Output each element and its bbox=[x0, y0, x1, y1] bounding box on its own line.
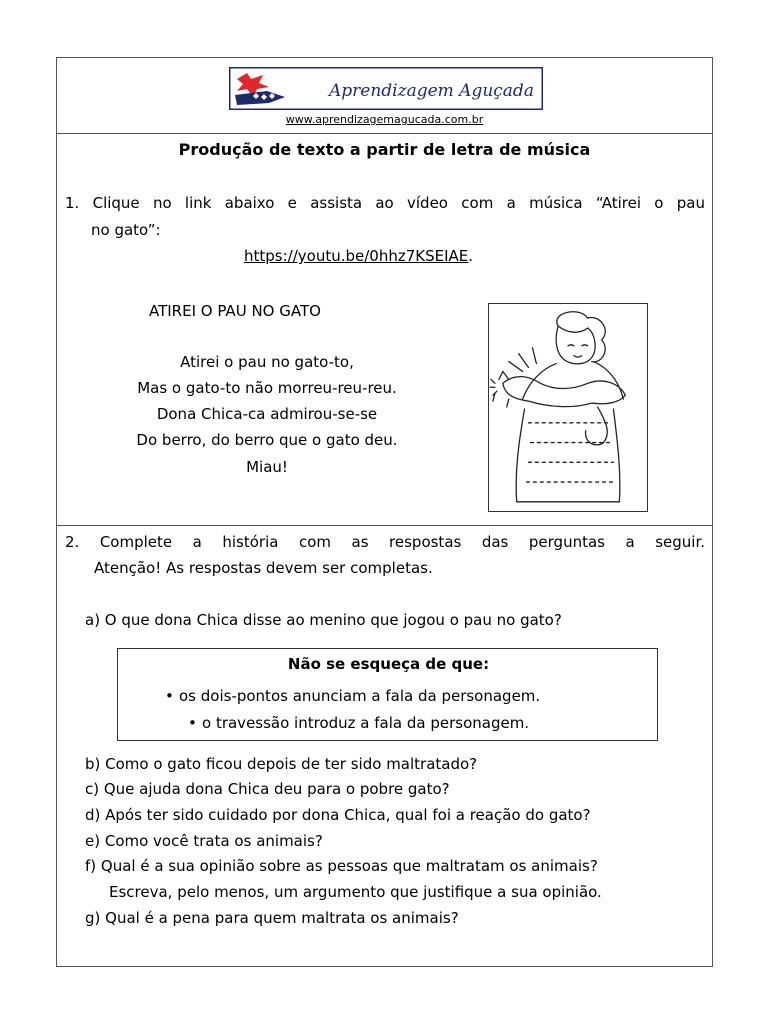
question-1-line-1: 1. Clique no link abaixo e assista ao vídeo com a música “Atirei o pau bbox=[65, 194, 705, 212]
reminder-bullet bbox=[188, 714, 529, 732]
header bbox=[57, 58, 712, 134]
logo bbox=[229, 67, 543, 110]
question-c: c) Que ajuda dona Chica deu para o pobre gato? bbox=[85, 780, 450, 798]
reminder-bullet-text: o travessão introduz a fala da personagem. bbox=[202, 714, 530, 732]
lyric-line: Mas o gato-to não morreu-reu-reu. bbox=[137, 379, 397, 397]
face-features bbox=[568, 345, 588, 357]
worksheet bbox=[56, 57, 713, 967]
dona-chica-holding-cat-illustration bbox=[488, 303, 648, 512]
question-a: a) O que dona Chica disse ao menino que jogou o pau no gato? bbox=[85, 611, 562, 629]
cat-head-detail bbox=[493, 371, 509, 407]
hand-outline bbox=[586, 407, 608, 445]
question-d: d) Após ter sido cuidado por dona Chica, qual foi a reação do gato? bbox=[85, 806, 591, 824]
question-f-line-2: Escreva, pelo menos, um argumento que justifique a sua opinião. bbox=[109, 883, 602, 901]
bullet-icon: • bbox=[188, 714, 197, 732]
cat-whiskers bbox=[490, 379, 497, 395]
question-2-line-2: Atenção! As respostas devem ser completas. bbox=[94, 559, 433, 577]
lyric-line: Miau! bbox=[246, 458, 288, 476]
page-title: Produção de texto a partir de letra de música bbox=[178, 140, 591, 159]
shoulders-outline bbox=[523, 362, 624, 400]
cat-body-outline bbox=[503, 377, 625, 407]
hair-outline bbox=[557, 312, 605, 362]
video-link-line bbox=[244, 247, 473, 265]
motion-lines bbox=[509, 348, 537, 372]
face-outline bbox=[556, 326, 595, 364]
reminder-bullet-text: os dois-pontos anunciam a fala da personagem. bbox=[179, 687, 541, 705]
song-title: ATIREI O PAU NO GATO bbox=[149, 302, 321, 320]
question-2-line-1: 2. Complete a história com as respostas das perguntas a seguir. bbox=[65, 533, 705, 551]
reminder-title: Não se esqueça de que: bbox=[287, 655, 490, 673]
lyric-line: Do berro, do berro que o gato deu. bbox=[136, 431, 398, 449]
lyric-line: Atirei o pau no gato-to, bbox=[180, 353, 354, 371]
site-url-link[interactable]: www.aprendizagemagucada.com.br bbox=[285, 113, 484, 126]
video-link-suffix: . bbox=[468, 247, 474, 265]
question-e: e) Como você trata os animais? bbox=[85, 832, 323, 850]
question-1-line-2: no gato”: bbox=[91, 221, 161, 239]
video-link[interactable]: https://youtu.be/0hhz7KSEIAE bbox=[244, 247, 469, 265]
lyric-line: Dona Chica-ca admirou-se-se bbox=[156, 405, 378, 423]
bullet-icon: • bbox=[165, 687, 174, 705]
section-divider bbox=[57, 525, 712, 526]
question-g: g) Qual é a pena para quem maltrata os animais? bbox=[85, 909, 459, 927]
apron-pattern bbox=[527, 423, 616, 482]
logo-text: Aprendizagem Aguçada bbox=[329, 81, 534, 101]
reminder-box bbox=[117, 648, 658, 741]
reminder-bullet bbox=[165, 687, 540, 705]
question-f-line-1: f) Qual é a sua opinião sobre as pessoas que maltratam os animais? bbox=[85, 857, 598, 875]
question-b: b) Como o gato ficou depois de ter sido maltratado? bbox=[85, 755, 478, 773]
